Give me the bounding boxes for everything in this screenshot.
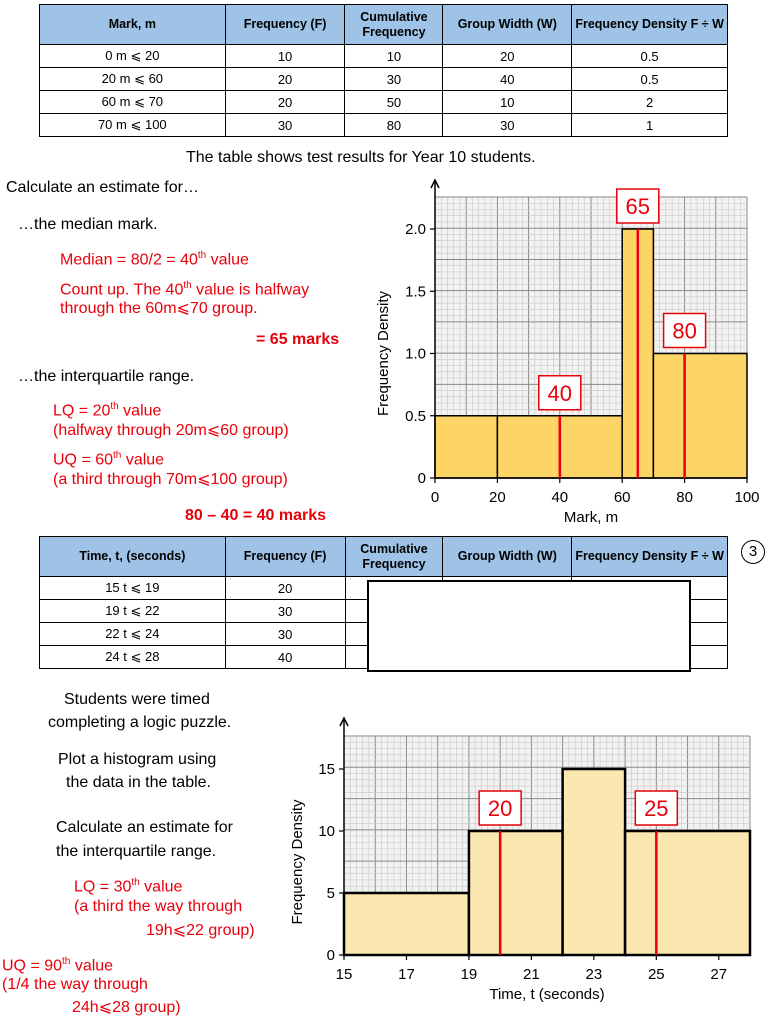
cell: 30 (345, 68, 443, 91)
col-frequency-density: Frequency Density F ÷ W (572, 5, 728, 45)
sup: th (110, 401, 119, 412)
marker-label: 25 (644, 796, 669, 821)
cell: 10 (345, 45, 443, 68)
col-cumulative: Cumulative Frequency (345, 537, 443, 577)
cell: 15 t ⩽ 19 (40, 577, 226, 600)
sup: th (113, 450, 122, 461)
histogram-marks (360, 170, 768, 538)
table-row (40, 45, 728, 68)
marker-label: 65 (625, 194, 651, 219)
median-line-3: through the 60m⩽70 group. (60, 300, 258, 317)
histogram-bar (435, 416, 497, 478)
cell: 70 m ⩽ 100 (40, 114, 226, 137)
cell: 19 t ⩽ 22 (40, 600, 226, 623)
y-tick-label: 2.0 (405, 221, 426, 238)
cell: 60 m ⩽ 70 (40, 91, 226, 114)
x-axis-label: Time, t (seconds) (489, 986, 605, 1003)
iqr-answer: 80 – 40 = 40 marks (185, 507, 327, 524)
text: UQ = 60 (53, 451, 114, 469)
text: UQ = 90 (2, 957, 63, 975)
y-tick-label: 1.0 (405, 345, 426, 363)
col-group-width: Group Width (W) (443, 5, 572, 45)
text-line: completing a logic puzzle. (48, 714, 232, 731)
table-row (40, 68, 728, 91)
x-tick-label: 60 (613, 489, 631, 506)
text-line: Students were timed (64, 691, 210, 708)
cell: 20 m ⩽ 60 (40, 68, 226, 91)
table-header-row (40, 5, 728, 45)
lq-line-1 (53, 396, 161, 422)
text: value is halfway (191, 281, 310, 299)
table-marks (39, 4, 728, 137)
x-tick-label: 80 (676, 489, 693, 506)
text: value (118, 402, 162, 420)
lq2-line-2: (a third the way through (74, 898, 243, 915)
text: LQ = 30 (74, 878, 132, 896)
cell: 40 (443, 68, 572, 91)
sup: th (131, 877, 140, 888)
histogram-bar (625, 831, 750, 955)
text: Median = 80/2 = 40 (60, 251, 198, 269)
y-tick-label: 1.5 (405, 283, 426, 301)
cell: 30 (225, 623, 345, 646)
cell: 1 (572, 114, 728, 137)
col-group-width: Group Width (W) (443, 537, 572, 577)
col-frequency-density: Frequency Density F ÷ W (572, 537, 728, 577)
cell: 22 t ⩽ 24 (40, 623, 226, 646)
text-line: Calculate an estimate for (56, 819, 233, 836)
text: LQ = 20 (53, 402, 111, 420)
text: value (139, 878, 183, 896)
uq2-line-2: (1/4 the way through (2, 976, 148, 993)
x-tick-label: 15 (335, 966, 353, 983)
histogram-times (280, 712, 768, 1018)
x-tick-label: 20 (489, 489, 506, 506)
table-row (40, 91, 728, 114)
x-tick-label: 27 (710, 966, 728, 983)
y-tick-label: 10 (318, 823, 335, 840)
cell: 20 (225, 91, 345, 114)
cell: 30 (443, 114, 572, 137)
histogram-bar (653, 354, 747, 479)
text: Count up. The 40 (60, 281, 184, 299)
median-answer: = 65 marks (256, 331, 340, 348)
sup: th (62, 956, 71, 967)
uq2-line-3: 24h⩽28 group) (72, 999, 181, 1016)
col-mark: Mark, m (40, 5, 226, 45)
text-line: the interquartile range. (56, 843, 217, 860)
cell: 0.5 (572, 45, 728, 68)
table-row (40, 114, 728, 137)
cell: 40 (225, 646, 345, 669)
x-tick-label: 100 (734, 489, 760, 506)
answer-cover-box[interactable] (367, 580, 691, 672)
cell: 30 (225, 600, 345, 623)
cell: 20 (225, 577, 345, 600)
y-axis-label: Frequency Density (375, 290, 392, 417)
histogram-bar (469, 831, 563, 955)
cell: 20 (443, 45, 572, 68)
marker-label: 40 (547, 380, 573, 406)
x-axis-label: Mark, m (563, 509, 619, 526)
cell: 30 (225, 114, 345, 137)
y-axis-label: Frequency Density (289, 799, 306, 925)
text: value (121, 451, 165, 469)
cell: 0 m ⩽ 20 (40, 45, 226, 68)
x-tick-label: 21 (523, 966, 540, 983)
marker-label: 80 (672, 318, 697, 344)
cell: 20 (225, 68, 345, 91)
question-number: 3 (741, 540, 765, 564)
sup: th (183, 280, 192, 291)
median-line-1 (60, 245, 249, 271)
text-line: Plot a histogram using (58, 751, 217, 768)
y-tick-label: 0 (326, 947, 335, 964)
x-tick-label: 23 (585, 966, 603, 983)
histogram-bar (563, 769, 625, 955)
col-cumulative: Cumulative Frequency (345, 5, 443, 45)
col-frequency: Frequency (F) (225, 5, 345, 45)
uq-line-2: (a third through 70m⩽100 group) (53, 471, 288, 488)
col-frequency: Frequency (F) (225, 537, 345, 577)
text-line: the data in the table. (66, 774, 211, 791)
median-question: …the median mark. (18, 216, 158, 233)
cell: 80 (345, 114, 443, 137)
x-tick-label: 17 (398, 966, 415, 983)
lq2-line-3: 19h⩽22 group) (146, 922, 255, 939)
iqr-question: …the interquartile range. (18, 368, 195, 385)
table-header-row (40, 537, 728, 577)
x-tick-label: 25 (647, 966, 665, 983)
cell: 10 (443, 91, 572, 114)
y-tick-label: 0.5 (405, 407, 426, 425)
text: value (70, 957, 114, 975)
y-tick-label: 15 (318, 761, 335, 778)
cell: 10 (225, 45, 345, 68)
sup: th (197, 250, 207, 261)
lq-line-2: (halfway through 20m⩽60 group) (53, 422, 289, 439)
text: value (206, 251, 249, 269)
caption-table1: The table shows test results for Year 10 students. (186, 149, 536, 166)
x-tick-label: 40 (551, 489, 569, 506)
cell: 2 (572, 91, 728, 114)
uq-line-1 (53, 445, 164, 471)
x-tick-label: 0 (430, 489, 440, 506)
col-time: Time, t, (seconds) (40, 537, 226, 577)
marker-label: 20 (487, 796, 513, 821)
x-tick-label: 19 (460, 966, 478, 983)
cell: 24 t ⩽ 28 (40, 646, 226, 669)
y-tick-label: 5 (326, 885, 335, 902)
cell: 50 (345, 91, 443, 114)
histogram-bar (344, 893, 469, 955)
lq2-line-1 (74, 872, 182, 898)
y-tick-label: 0 (417, 470, 426, 487)
cell: 0.5 (572, 68, 728, 91)
intro-text: Calculate an estimate for… (6, 179, 199, 196)
